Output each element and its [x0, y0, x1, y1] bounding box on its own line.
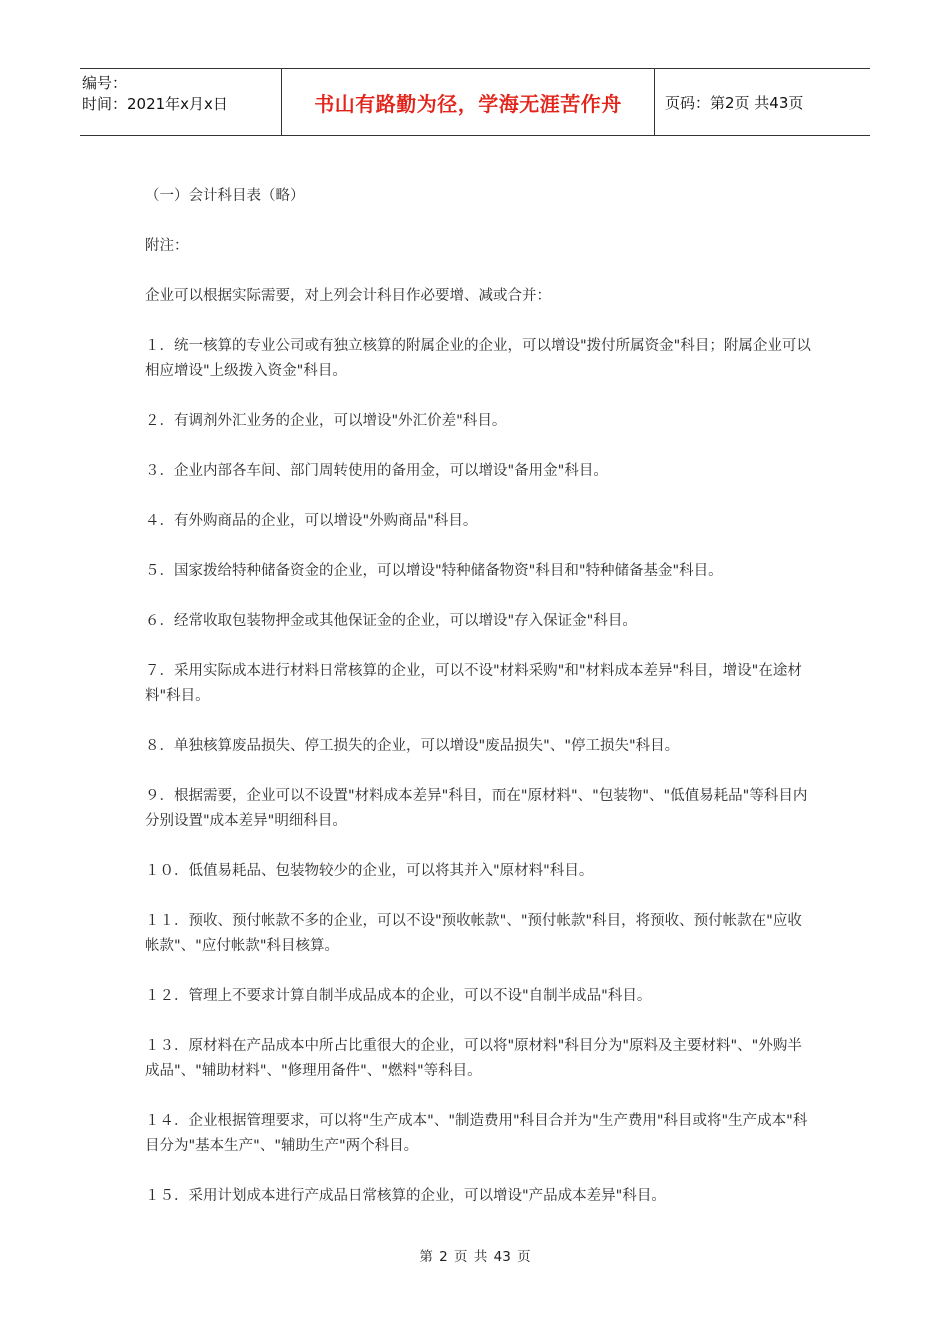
page-footer: 第 2 页 共 43 页: [419, 1249, 531, 1265]
list-item: ５．国家拨给特种储备资金的企业，可以增设"特种储备物资"科目和"特种储备基金"科目。: [145, 563, 723, 579]
list-item: ８．单独核算废品损失、停工损失的企业，可以增设"废品损失"、"停工损失"科目。: [145, 738, 680, 754]
list-item: ７．采用实际成本进行材料日常核算的企业，可以不设"材料采购"和"材料成本差异"科目，增设"在途材料"科目。: [145, 663, 802, 704]
list-item: ６．经常收取包装物押金或其他保证金的企业，可以增设"存入保证金"科目。: [145, 613, 637, 629]
header-meta: [80, 69, 281, 135]
list-item: １３．原材料在产品成本中所占比重很大的企业，可以将"原材料"科目分为"原料及主要材料"、"外购半成品"、"辅助材料"、"修理用备件"、"燃料"等科目。: [145, 1038, 802, 1079]
list-item: ４．有外购商品的企业，可以增设"外购商品"科目。: [145, 513, 478, 529]
document-date-label: 时间：2021年x月x日: [82, 95, 228, 113]
list-item: １１．预收、预付帐款不多的企业，可以不设"预收帐款"、"预付帐款"科目，将预收、预付帐款在"应收帐款"、"应付帐款"科目核算。: [145, 913, 802, 954]
intro-paragraph: 企业可以根据实际需要，对上列会计科目作必要增、减或合并：: [145, 288, 551, 304]
list-item: ３．企业内部各车间、部门周转使用的备用金，可以增设"备用金"科目。: [145, 463, 608, 479]
header-page-info: 页码：第2页 共43页: [665, 93, 804, 112]
list-item: １．统一核算的专业公司或有独立核算的附属企业的企业，可以增设"拨付所属资金"科目；附属企业可以相应增设"上级拨入资金"科目。: [145, 338, 811, 379]
page-header: [80, 68, 870, 136]
header-motto: 书山有路勤为径，学海无涯苦作舟: [281, 69, 655, 135]
document-number-label: 编号：: [82, 74, 128, 92]
list-item: ２．有调剂外汇业务的企业，可以增设"外汇价差"科目。: [145, 413, 507, 429]
notes-label: 附注：: [145, 238, 189, 254]
list-item: １５．采用计划成本进行产成品日常核算的企业，可以增设"产品成本差异"科目。: [145, 1188, 666, 1204]
section-heading: （一）会计科目表（略）: [145, 188, 305, 204]
list-item: １０．低值易耗品、包装物较少的企业，可以将其并入"原材料"科目。: [145, 863, 594, 879]
list-item: ９．根据需要，企业可以不设置"材料成本差异"科目，而在"原材料"、"包装物"、"低值易耗品"等科目内分别设置"成本差异"明细科目。: [145, 788, 808, 829]
list-item: １２．管理上不要求计算自制半成品成本的企业，可以不设"自制半成品"科目。: [145, 988, 652, 1004]
document-body: [145, 184, 815, 1234]
list-item: １４．企业根据管理要求，可以将"生产成本"、"制造费用"科目合并为"生产费用"科目或将"生产成本"科目分为"基本生产"、"辅助生产"两个科目。: [145, 1113, 808, 1154]
